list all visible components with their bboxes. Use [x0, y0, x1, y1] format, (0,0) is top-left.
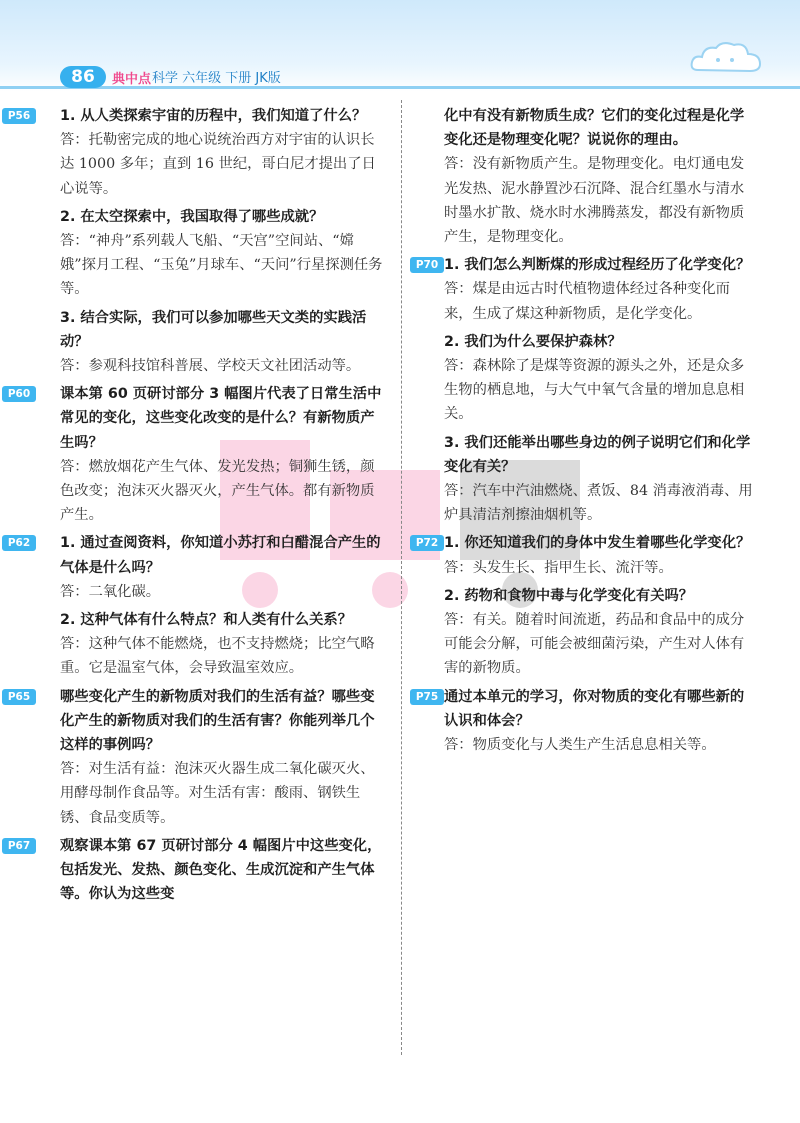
qa-item [7, 104, 388, 201]
question-text: 2. 这种气体有什么特点？和人类有什么关系？ [60, 612, 352, 629]
qa-item [415, 531, 756, 579]
question-text: 2. 药物和食物中毒与化学变化有关吗？ [444, 587, 694, 604]
answer-text: 答：“神舟”系列载人飞船、“天宫”空间站、“嫦娥”探月工程、“玉兔”月球车、“天问”行星探测任务等。 [60, 233, 383, 298]
answer-text: 答：二氧化碳。 [60, 583, 161, 600]
cloud-icon [688, 38, 766, 78]
answer-text: 答：对生活有益：泡沫灭火器生成二氧化碳灭火、用酵母制作食品等。对生活有害：酸雨、钢铁生锈、食品变质等。 [60, 761, 375, 826]
answer-text: 答：托勒密完成的地心说统治西方对宇宙的认识长达 1000 多年；直到 16 世纪，哥白尼才提出了日心说等。 [60, 132, 376, 197]
question-text: 2. 我们为什么要保护森林？ [444, 333, 622, 350]
question-text: 2. 在太空探索中，我国取得了哪些成就？ [60, 208, 324, 225]
answer-text: 答：这种气体不能燃烧，也不支持燃烧；比空气略重。它是温室气体，会导致温室效应。 [60, 636, 375, 677]
qa-item [60, 306, 388, 379]
question-text: 1. 从人类探索宇宙的历程中，我们知道了什么？ [60, 108, 367, 124]
answer-text: 答：有关。随着时间流逝，药品和食品中的成分可能会分解，可能会被细菌污染，产生对人体有害的新物质。 [444, 612, 745, 677]
qa-item [444, 431, 756, 528]
brand-logo: 典中点 [112, 72, 152, 87]
qa-item [444, 330, 756, 427]
page-ref-tag: P70 [410, 257, 444, 273]
page-ref-tag: P60 [2, 386, 36, 402]
page-ref-tag: P56 [2, 108, 36, 124]
page-ref-tag: P62 [2, 535, 36, 551]
answer-text: 答：参观科技馆科普展、学校天文社团活动等。 [60, 358, 361, 375]
qa-item [7, 685, 388, 830]
question-text: 1. 你还知道我们的身体中发生着哪些化学变化？ [444, 535, 751, 552]
question-text: 观察课本第 67 页研讨部分 4 幅图片中这些变化，包括发光、发热、颜色变化、生成沉淀和产生气体等。你认为这些变 [60, 837, 382, 903]
qa-item [444, 104, 756, 249]
question-text: 3. 结合实际，我们可以参加哪些天文类的实践活动？ [60, 309, 367, 350]
question-text: 通过本单元的学习，你对物质的变化有哪些新的认识和体会？ [444, 688, 745, 729]
page-ref-tag: P67 [2, 838, 36, 854]
qa-item [7, 382, 388, 527]
qa-item [60, 205, 388, 302]
answer-text: 答：森林除了是煤等资源的源头之外，还是众多生物的栖息地，与大气中氧气含量的增加息息相关。 [444, 358, 745, 423]
answer-text: 答：煤是由远古时代植物遗体经过各种变化而来，生成了煤这种新物质，是化学变化。 [444, 281, 730, 322]
qa-item [415, 685, 756, 758]
answer-text: 答：没有新物质产生。是物理变化。电灯通电发光发热、泥水静置沙石沉降、混合红墨水与清水时墨水扩散、烧水时水沸腾蒸发，都没有新物质产生，是物理变化。 [444, 156, 745, 246]
answer-text: 答：燃放烟花产生气体、发光发热；铜狮生锈，颜色改变；泡沫灭火器灭火，产生气体。都有新物质产生。 [60, 458, 375, 524]
right-column [415, 104, 756, 761]
qa-item [7, 531, 388, 604]
question-text: 课本第 60 页研讨部分 3 幅图片代表了日常生活中常见的变化，这些变化改变的是什么？有新物质产生吗？ [60, 386, 382, 451]
qa-item [7, 834, 388, 907]
question-text: 哪些变化产生的新物质对我们的生活有益？哪些变化产生的新物质对我们的生活有害？你能列举几个这样的事例吗？ [60, 688, 375, 754]
page-ref-tag: P65 [2, 689, 36, 705]
qa-item [444, 584, 756, 681]
column-divider [401, 100, 402, 1055]
page-ref-tag: P72 [410, 535, 444, 551]
left-column [7, 104, 388, 907]
page-ref-tag: P75 [410, 689, 444, 705]
question-text: 化中有没有新物质生成？它们的变化过程是化学变化还是物理变化呢？说说你的理由。 [444, 108, 745, 149]
question-text: 1. 我们怎么判断煤的形成过程经历了化学变化？ [444, 257, 751, 274]
page-number-badge: 86 [60, 66, 106, 88]
question-text: 1. 通过查阅资料，你知道小苏打和白醋混合产生的气体是什么吗？ [60, 535, 381, 576]
qa-item [415, 253, 756, 326]
book-title: 科学 六年级 下册 JK版 [152, 71, 281, 86]
answer-text: 答：汽车中汽油燃烧、煮饭、84 消毒液消毒、用炉具清洁剂擦油烟机等。 [444, 483, 753, 524]
qa-item [60, 608, 388, 681]
answer-text: 答：头发生长、指甲生长、流汗等。 [444, 559, 673, 576]
answer-text: 答：物质变化与人类生产生活息息相关等。 [444, 737, 716, 754]
question-text: 3. 我们还能举出哪些身边的例子说明它们和化学变化有关？ [444, 434, 751, 475]
